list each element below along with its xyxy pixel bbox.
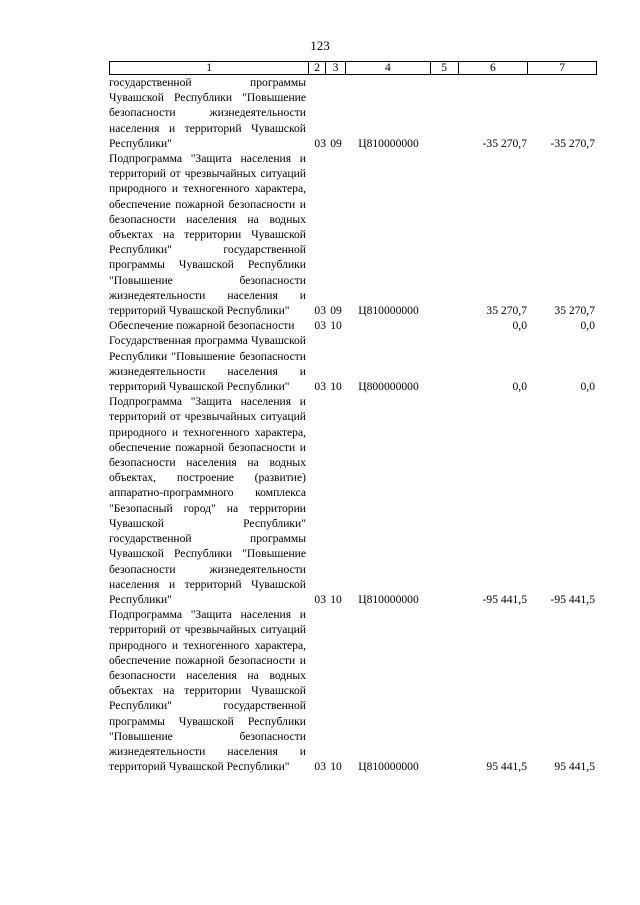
row-section: 03 bbox=[314, 380, 326, 394]
table-row bbox=[109, 318, 597, 333]
table-row bbox=[109, 151, 597, 318]
row-value-col7: 35 270,7 bbox=[554, 304, 595, 318]
row-target-article: Ц810000000 bbox=[358, 304, 419, 318]
row-name: Подпрограмма "Защита населения и территорий от чрезвычайных ситуаций природного и техногенного характера, обеспечение пожарной безопасности и безопасности населения на водных объектах на территории Чувашской Республики" государственной программы Чувашской Республики "Повышение безопасности жизнедеятельности населения и территорий Чувашской Республики" bbox=[109, 152, 306, 318]
row-target-article: Ц810000000 bbox=[358, 136, 419, 150]
row-section: 03 bbox=[314, 136, 326, 150]
table-row bbox=[109, 75, 597, 151]
row-value-col6: 0,0 bbox=[512, 319, 527, 333]
row-name: Подпрограмма "Защита населения и территорий от чрезвычайных ситуаций природного и техногенного характера, обеспечение пожарной безопасности и безопасности населения на водных объектах, построение (развитие) аппаратно-программного комплекса "Безопасный город" на территории Чувашской Республики" государственной программы Чувашской Республики "Повышение безопасности жизнедеятельности населения и территорий Чувашской Республики" bbox=[109, 395, 306, 606]
row-name: Государственная программа Чувашской Республики "Повышение безопасности жизнедеятельности населения и территорий Чувашской Республики" bbox=[109, 334, 306, 394]
row-value-col6: 0,0 bbox=[512, 380, 527, 394]
row-name: Обеспечение пожарной безопасности bbox=[109, 319, 295, 333]
row-value-col6: -35 270,7 bbox=[482, 136, 527, 150]
row-section: 03 bbox=[314, 760, 326, 774]
header-col-5: 5 bbox=[431, 62, 459, 74]
row-subsection: 09 bbox=[330, 304, 342, 318]
header-col-2: 2 bbox=[309, 62, 326, 74]
table-header bbox=[109, 61, 597, 75]
table-row bbox=[109, 333, 597, 394]
row-value-col7: 95 441,5 bbox=[554, 760, 595, 774]
row-subsection: 10 bbox=[330, 319, 342, 333]
row-value-col6: 95 441,5 bbox=[486, 760, 527, 774]
row-value-col7: 0,0 bbox=[580, 319, 595, 333]
budget-table bbox=[109, 61, 597, 774]
row-name: Подпрограмма "Защита населения и территорий от чрезвычайных ситуаций природного и техногенного характера, обеспечение пожарной безопасности и безопасности населения на водных объектах на территории Чувашской Республики" государственной программы Чувашской Республики "Повышение безопасности жизнедеятельности населения и территорий Чувашской Республики" bbox=[109, 608, 306, 774]
row-value-col6: -95 441,5 bbox=[482, 592, 527, 606]
row-section: 03 bbox=[314, 592, 326, 606]
row-name: государственной программы Чувашской Республики "Повышение безопасности жизнедеятельности населения и территорий Чувашской Республики" bbox=[109, 76, 306, 150]
table-row bbox=[109, 394, 597, 607]
header-col-1: 1 bbox=[110, 62, 309, 74]
row-value-col7: -95 441,5 bbox=[550, 592, 595, 606]
row-subsection: 09 bbox=[330, 136, 342, 150]
row-value-col7: 0,0 bbox=[580, 380, 595, 394]
table-row bbox=[109, 607, 597, 774]
row-subsection: 10 bbox=[330, 592, 342, 606]
header-col-7: 7 bbox=[559, 61, 566, 74]
row-target-article: Ц810000000 bbox=[358, 592, 419, 606]
header-col-3: 3 bbox=[326, 62, 346, 74]
header-col-6: 6 bbox=[459, 62, 529, 74]
page-number: 123 bbox=[310, 38, 330, 53]
row-subsection: 10 bbox=[330, 380, 342, 394]
row-target-article: Ц800000000 bbox=[358, 380, 419, 394]
header-col-4: 4 bbox=[346, 62, 431, 74]
row-value-col6: 35 270,7 bbox=[486, 304, 527, 318]
row-section: 03 bbox=[314, 319, 326, 333]
row-target-article: Ц810000000 bbox=[358, 760, 419, 774]
row-subsection: 10 bbox=[330, 760, 342, 774]
row-section: 03 bbox=[314, 304, 326, 318]
row-value-col7: -35 270,7 bbox=[550, 136, 595, 150]
